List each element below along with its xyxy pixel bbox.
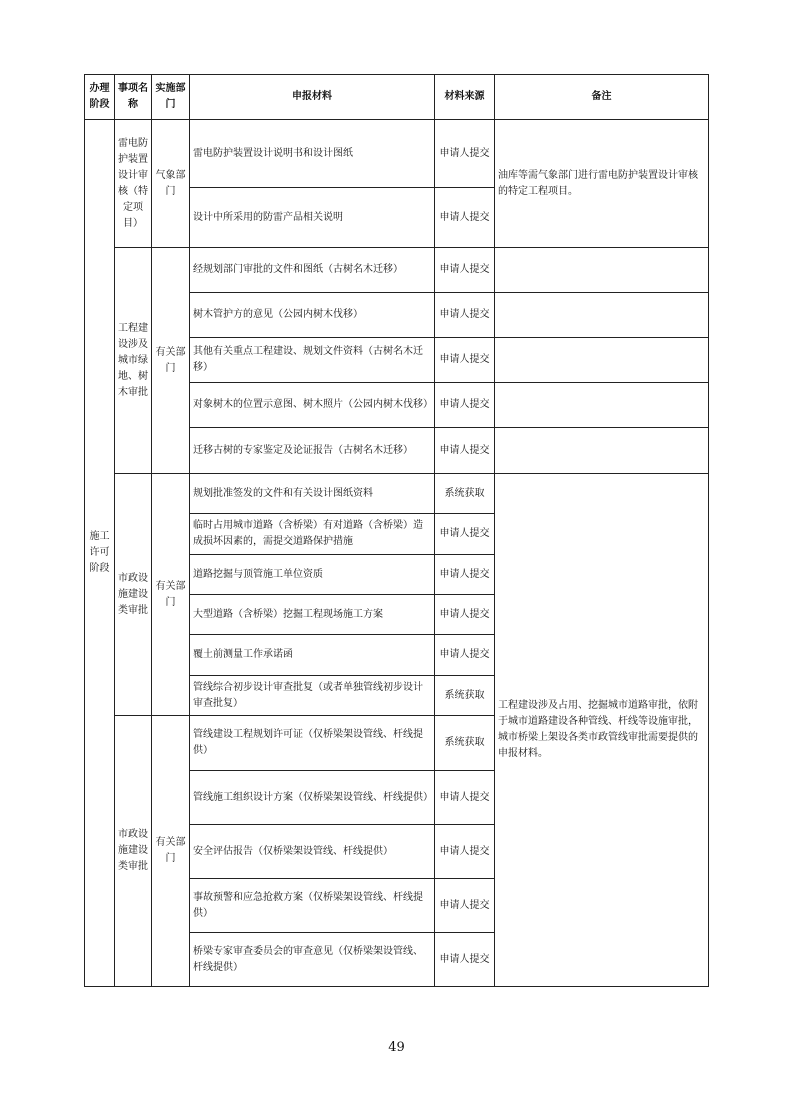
dept-cell: 有关部门	[152, 248, 190, 474]
material-cell: 临时占用城市道路（含桥梁）有对道路（含桥梁）造成损坏因素的，需提交道路保护措施	[190, 514, 435, 555]
source-cell: 申请人提交	[435, 188, 495, 248]
source-cell: 申请人提交	[435, 771, 495, 825]
source-cell: 申请人提交	[435, 595, 495, 635]
material-cell: 经规划部门审批的文件和图纸（古树名木迁移）	[190, 248, 435, 293]
material-cell: 设计中所采用的防雷产品相关说明	[190, 188, 435, 248]
header-source: 材料来源	[435, 75, 495, 120]
material-cell: 事故预警和应急抢救方案（仅桥梁架设管线、杆线提供）	[190, 879, 435, 933]
source-cell: 系统获取	[435, 716, 495, 771]
material-cell: 大型道路（含桥梁）挖掘工程现场施工方案	[190, 595, 435, 635]
remark-cell	[495, 383, 709, 428]
source-cell: 申请人提交	[435, 514, 495, 555]
material-cell: 树木管护方的意见（公园内树木伐移）	[190, 293, 435, 338]
item-cell: 市政设施建设类审批	[115, 474, 152, 716]
source-cell: 申请人提交	[435, 428, 495, 474]
dept-cell: 有关部门	[152, 716, 190, 987]
remark-cell	[495, 248, 709, 293]
item-cell: 工程建设涉及城市绿地、树木审批	[115, 248, 152, 474]
source-cell: 申请人提交	[435, 933, 495, 987]
table-row	[85, 120, 709, 188]
dept-cell: 气象部门	[152, 120, 190, 248]
header-row	[85, 75, 709, 120]
source-cell: 申请人提交	[435, 879, 495, 933]
page-number: 49	[388, 1040, 405, 1055]
header-item: 事项名称	[115, 75, 152, 120]
remark-cell	[495, 293, 709, 338]
header-stage: 办理阶段	[85, 75, 115, 120]
stage-cell: 施工许可阶段	[85, 120, 115, 987]
remark-cell: 油库等需气象部门进行雷电防护装置设计审核的特定工程项目。	[495, 120, 709, 248]
source-cell: 申请人提交	[435, 555, 495, 595]
source-cell: 申请人提交	[435, 635, 495, 676]
source-cell: 申请人提交	[435, 825, 495, 879]
material-cell: 雷电防护装置设计说明书和设计图纸	[190, 120, 435, 188]
remark-cell	[495, 338, 709, 383]
material-cell: 覆土前测量工作承诺函	[190, 635, 435, 676]
table-row	[85, 474, 709, 514]
item-cell: 市政设施建设类审批	[115, 716, 152, 987]
header-remarks: 备注	[495, 75, 709, 120]
header-materials: 申报材料	[190, 75, 435, 120]
remark-cell	[495, 428, 709, 474]
material-cell: 桥梁专家审查委员会的审查意见（仅桥梁架设管线、杆线提供）	[190, 933, 435, 987]
header-dept: 实施部门	[152, 75, 190, 120]
remark-cell: 工程建设涉及占用、挖掘城市道路审批，依附于城市道路建设各种管线、杆线等设施审批，城市桥梁上架设各类市政管线审批需要提供的申报材料。	[495, 474, 709, 987]
material-cell: 对象树木的位置示意图、树木照片（公园内树木伐移）	[190, 383, 435, 428]
material-cell: 管线综合初步设计审查批复（或者单独管线初步设计审查批复）	[190, 676, 435, 716]
material-cell: 规划批准签发的文件和有关设计图纸资料	[190, 474, 435, 514]
item-cell: 雷电防护装置设计审核（特定项目）	[115, 120, 152, 248]
dept-cell: 有关部门	[152, 474, 190, 716]
material-cell: 迁移古树的专家鉴定及论证报告（古树名木迁移）	[190, 428, 435, 474]
source-cell: 系统获取	[435, 676, 495, 716]
source-cell: 申请人提交	[435, 120, 495, 188]
material-cell: 管线建设工程规划许可证（仅桥梁架设管线、杆线提供）	[190, 716, 435, 771]
materials-table	[84, 74, 709, 987]
table-row	[85, 248, 709, 293]
material-cell: 管线施工组织设计方案（仅桥梁架设管线、杆线提供）	[190, 771, 435, 825]
material-cell: 安全评估报告（仅桥梁架设管线、杆线提供）	[190, 825, 435, 879]
source-cell: 申请人提交	[435, 248, 495, 293]
source-cell: 申请人提交	[435, 383, 495, 428]
source-cell: 申请人提交	[435, 293, 495, 338]
material-cell: 其他有关重点工程建设、规划文件资料（古树名木迁移）	[190, 338, 435, 383]
material-cell: 道路挖掘与顶管施工单位资质	[190, 555, 435, 595]
source-cell: 申请人提交	[435, 338, 495, 383]
source-cell: 系统获取	[435, 474, 495, 514]
